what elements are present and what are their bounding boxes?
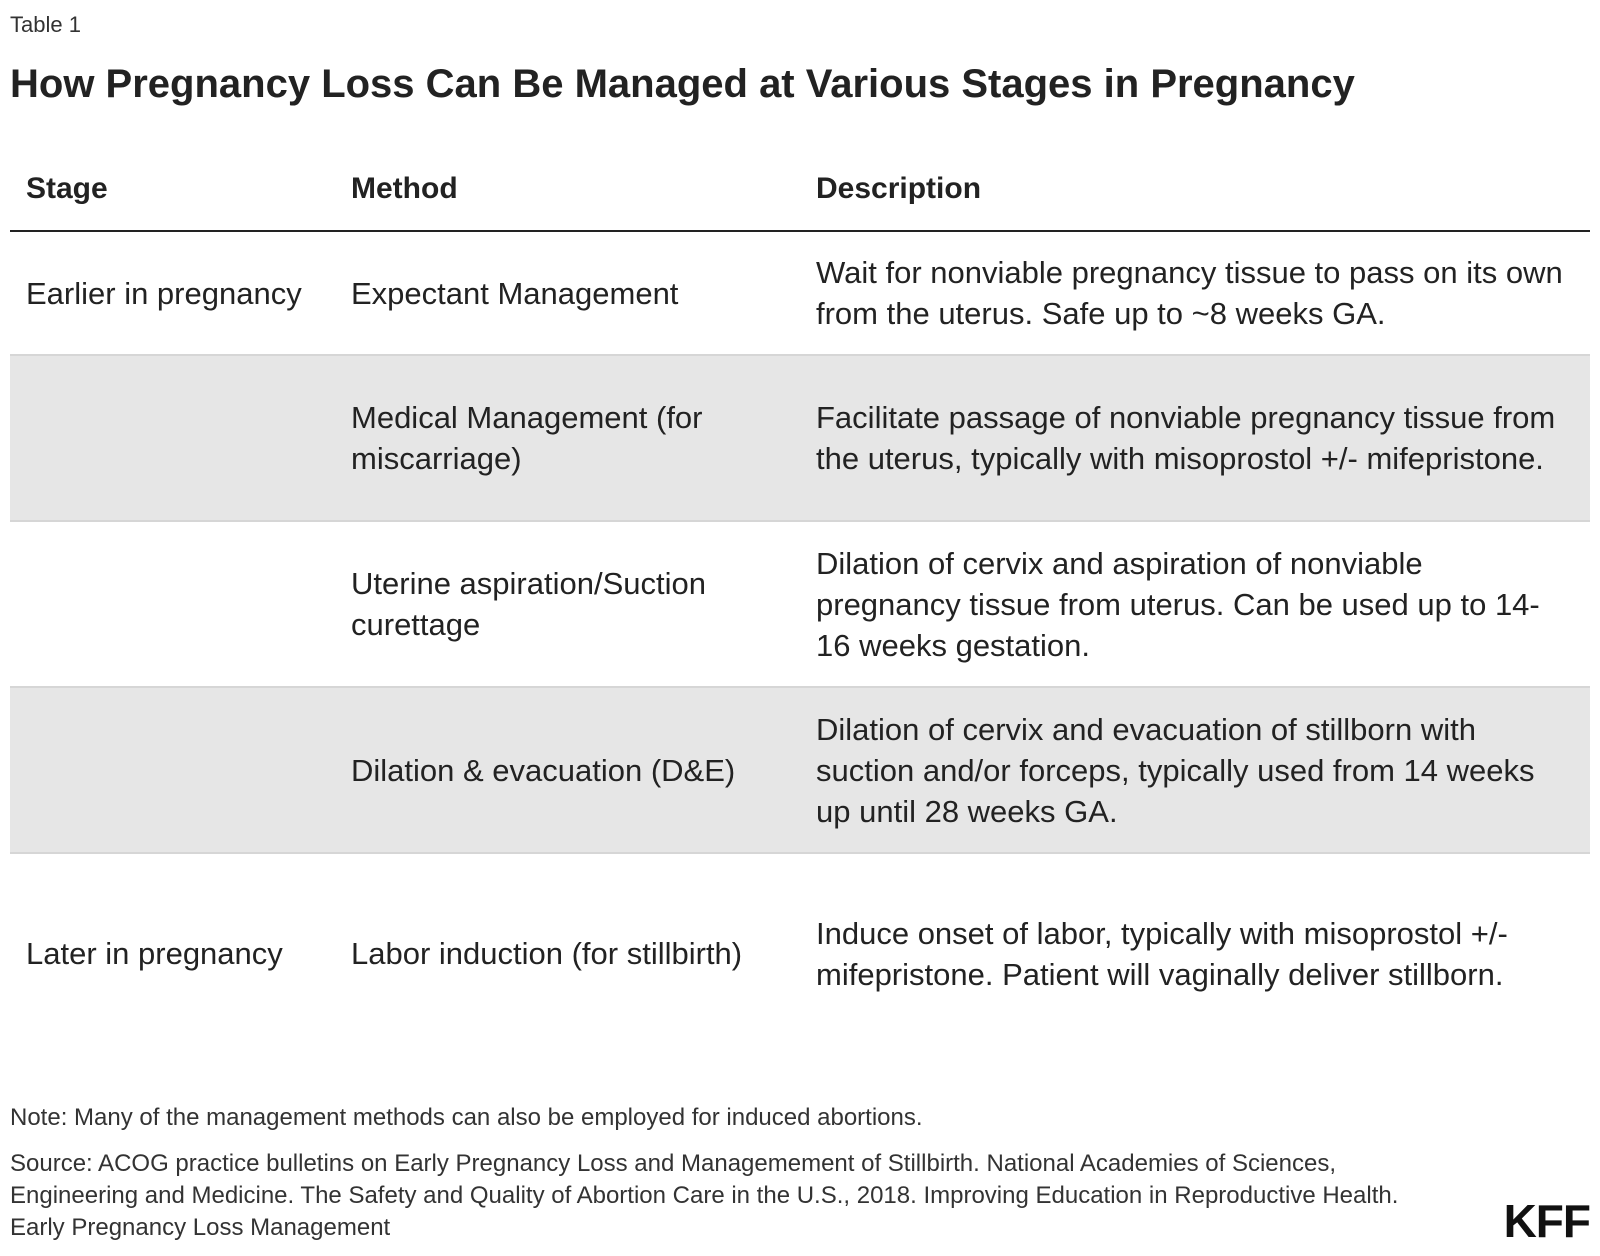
table-label: Table 1 [10,12,81,37]
management-table [10,148,1590,1053]
description-cell: Wait for nonviable pregnancy tissue to pass on its own from the uterus. Safe up to ~8 weeks GA. [800,231,1590,355]
description-cell: Facilitate passage of nonviable pregnancy tissue from the uterus, typically with misoprostol +/- mifepristone. [800,355,1590,521]
stage-cell [10,521,335,687]
header-row [10,148,1590,231]
method-cell: Medical Management (for miscarriage) [335,355,800,521]
table-row [10,231,1590,355]
table-title: How Pregnancy Loss Can Be Managed at Various Stages in Pregnancy [10,62,1355,106]
stage-cell: Later in pregnancy [26,936,283,971]
description-cell: Dilation of cervix and evacuation of stillborn with suction and/or forceps, typically used from 14 weeks up until 28 weeks GA. [800,687,1590,853]
table-row [10,853,1590,1053]
header-method: Method [335,148,800,231]
table-body [10,231,1590,1053]
stage-cell [10,355,335,521]
header-stage: Stage [10,148,335,231]
description-cell: Induce onset of labor, typically with misoprostol +/- mifepristone. Patient will vaginally deliver stillborn. [816,915,1508,992]
method-cell: Uterine aspiration/Suction curettage [335,521,800,687]
method-cell: Dilation & evacuation (D&E) [335,687,800,853]
stage-cell: Earlier in pregnancy [10,231,335,355]
description-cell: Dilation of cervix and aspiration of nonviable pregnancy tissue from uterus. Can be used up to 14-16 weeks gestation. [800,521,1590,687]
stage-cell [10,687,335,853]
table-note: Note: Many of the management methods can also be employed for induced abortions. [10,1104,923,1131]
table-header [10,148,1590,231]
kff-logo: KFF [1503,1195,1590,1247]
header-description: Description [800,148,1590,231]
table-source: Source: ACOG practice bulletins on Early Pregnancy Loss and Managemement of Stillbirth. National Academies of Sciences, Engineering and Medicine. The Safety and Quality of Abortion Care in the U.S., 2018. Improving Education in Reproductive Health. Early Pregnancy Loss Management [10,1150,1399,1241]
table-row [10,355,1590,521]
method-cell: Expectant Management [335,231,800,355]
table-row [10,521,1590,687]
table-row [10,687,1590,853]
method-cell: Labor induction (for stillbirth) [351,936,743,971]
